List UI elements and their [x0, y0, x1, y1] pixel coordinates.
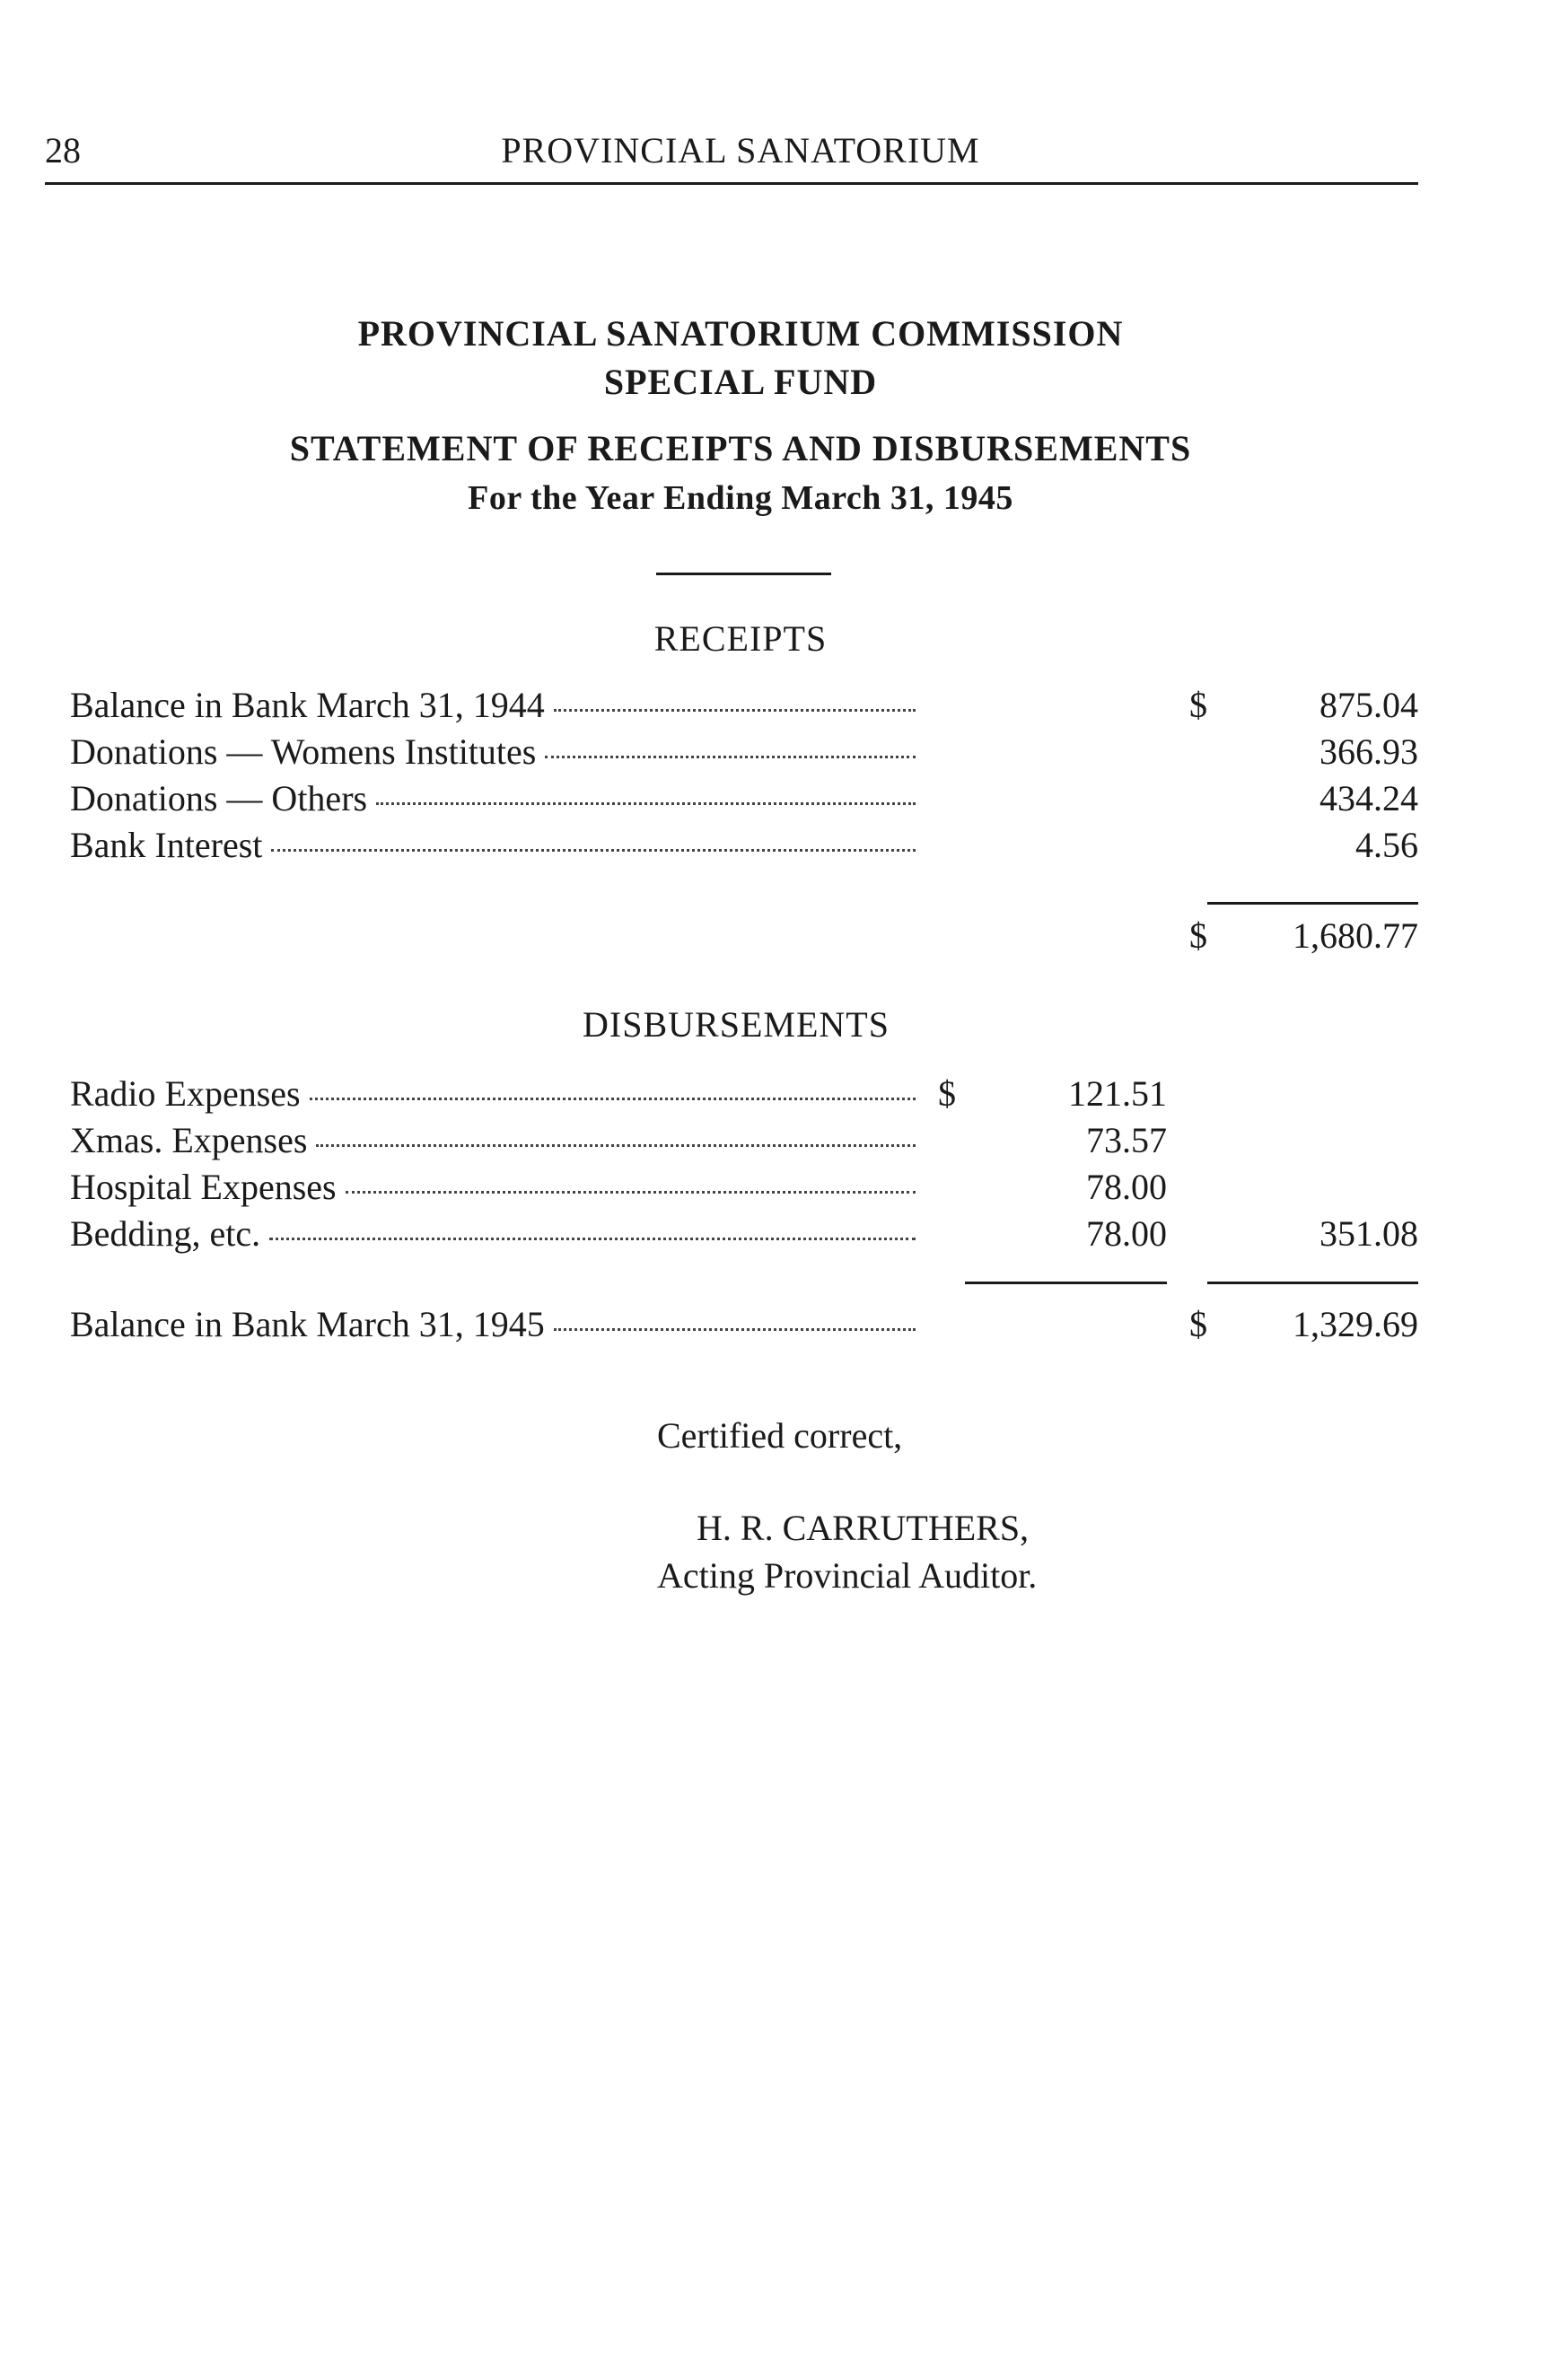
- leader-dots: [316, 1144, 916, 1147]
- receipt-amount: 434.24: [1319, 778, 1418, 818]
- title-commission: PROVINCIAL SANATORIUM COMMISSION: [357, 313, 1124, 354]
- disbursement-line: [70, 1167, 916, 1208]
- receipt-line: [70, 731, 916, 773]
- disbursement-line: [70, 1120, 916, 1161]
- disbursement-amount: 73.57: [1086, 1120, 1167, 1160]
- disbursement-amount: 78.00: [1086, 1213, 1167, 1254]
- title-divider: [656, 573, 831, 575]
- disbursement-amount: 78.00: [1086, 1167, 1167, 1207]
- disbursement-line: [70, 1213, 916, 1255]
- leader-dots: [554, 709, 916, 712]
- certification-statement: Certified correct,: [657, 1415, 903, 1456]
- receipts-currency: $: [1189, 685, 1207, 725]
- leader-dots: [554, 1328, 916, 1331]
- disbursement-line: [70, 1073, 916, 1115]
- receipt-line: [70, 825, 916, 866]
- auditor-name: H. R. CARRUTHERS,: [697, 1508, 1030, 1548]
- receipt-line: [70, 778, 916, 819]
- disbursements-heading: DISBURSEMENTS: [583, 1004, 890, 1045]
- leader-dots: [545, 756, 916, 758]
- receipts-total-currency: $: [1189, 915, 1207, 956]
- title-fund: SPECIAL FUND: [603, 362, 878, 402]
- receipt-label: Bank Interest: [70, 825, 263, 865]
- closing-balance-line: [70, 1304, 916, 1345]
- balance-total-rule: [1207, 1282, 1418, 1284]
- disbursement-label: Hospital Expenses: [70, 1167, 337, 1207]
- header-rule: [45, 182, 1418, 185]
- disbursement-label: Radio Expenses: [70, 1073, 301, 1114]
- disbursements-subtotal-rule: [965, 1282, 1167, 1284]
- page-number: 28: [45, 130, 81, 171]
- leader-dots: [269, 1238, 916, 1240]
- disbursement-label: Xmas. Expenses: [70, 1120, 308, 1160]
- receipt-line: [70, 685, 916, 726]
- closing-balance-amount: 1,329.69: [1293, 1304, 1418, 1344]
- auditor-title: Acting Provincial Auditor.: [657, 1555, 1038, 1596]
- title-statement: STATEMENT OF RECEIPTS AND DISBURSEMENTS: [289, 428, 1192, 468]
- leader-dots: [376, 802, 916, 805]
- receipt-label: Donations — Others: [70, 778, 368, 818]
- disbursements-total: 351.08: [1319, 1213, 1418, 1254]
- receipt-amount: 366.93: [1319, 731, 1418, 772]
- receipt-amount: 875.04: [1319, 685, 1418, 725]
- closing-balance-label: Balance in Bank March 31, 1945: [70, 1304, 545, 1344]
- receipt-label: Balance in Bank March 31, 1944: [70, 685, 545, 725]
- title-period: For the Year Ending March 31, 1945: [468, 479, 1013, 517]
- disbursements-currency: $: [938, 1073, 956, 1114]
- receipts-total: 1,680.77: [1293, 915, 1418, 956]
- running-title: PROVINCIAL SANATORIUM: [501, 130, 980, 171]
- receipt-label: Donations — Womens Institutes: [70, 731, 537, 772]
- disbursement-amount: 121.51: [1068, 1073, 1167, 1114]
- receipt-amount: 4.56: [1355, 825, 1418, 865]
- receipts-heading: RECEIPTS: [653, 618, 828, 659]
- receipts-total-rule: [1207, 902, 1418, 905]
- leader-dots: [271, 849, 916, 852]
- closing-currency: $: [1189, 1304, 1207, 1344]
- disbursement-label: Bedding, etc.: [70, 1213, 261, 1254]
- leader-dots: [310, 1098, 916, 1100]
- leader-dots: [346, 1191, 916, 1194]
